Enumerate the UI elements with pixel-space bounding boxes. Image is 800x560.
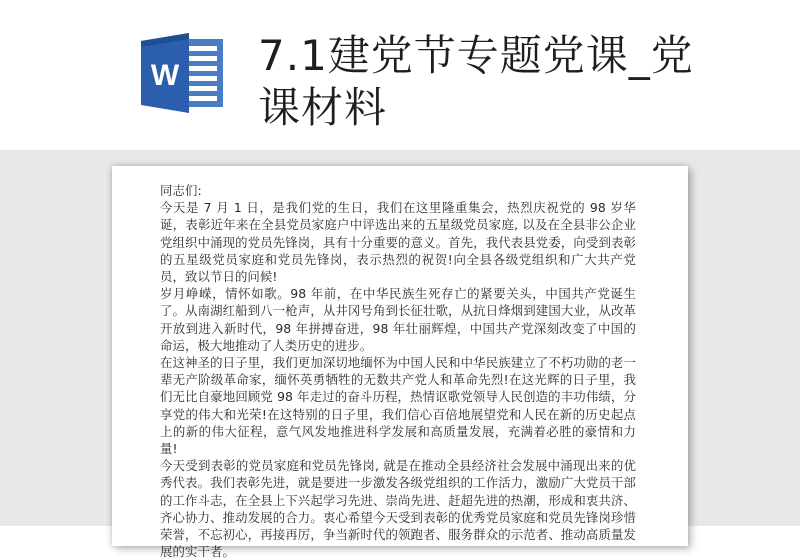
header xyxy=(0,0,800,160)
word-icon-letter: W xyxy=(150,59,180,92)
paragraph-salutation: 同志们: xyxy=(160,183,202,198)
word-document-icon xyxy=(141,33,227,113)
document-body xyxy=(160,182,636,560)
document-title: 7.1建党节专题党课_党课材料 xyxy=(258,31,694,132)
document-page xyxy=(112,166,688,560)
paragraph: 今天受到表彰的党员家庭和党员先锋岗, 就是在推动全县经济社会发展中涌现出来的优秀代表。我们表彰先进，就是要进一步激发各级党组织的工作活力，激励广大党员干部的工作斗志，在全县上下兴起学习先进、崇尚先进、赶超先进的热潮，形成和衷共济、齐心协力、推动发展的合力。衷心希望今天受到表彰的优秀党员家庭和党员先锋岗珍惜荣誉，不忘初心，再接再厉，争当新时代的领跑者、服务群众的示范者、推动高质量发展的实干者。 xyxy=(160,458,636,560)
paragraph: 今天是 7 月 1 日，是我们党的生日，我们在这里隆重集会，热烈庆祝党的 98 岁华诞，表彰近年来在全县党员家庭户中评选出来的五星级党员家庭, 以及在全县非公企业党组织中涌现的党员先锋岗，具有十分重要的意义。首先，我代表县党委，向受到表彰的五星级党员家庭和党员先锋岗，表示热烈的祝贺!向全县各级党组织和广大共产党员，致以节日的问候! xyxy=(160,200,636,285)
paragraph: 岁月峥嵘，情怀如歌。98 年前，在中华民族生死存亡的紧要关头，中国共产党诞生了。从南湖红船到八一枪声，从井冈号角到长征壮歌，从抗日烽烟到建国大业，从改革开放到进入新时代，98 年拼搏奋进，98 年壮丽辉煌，中国共产党深刻改变了中国的命运，极大地推动了人类历史的进步。 xyxy=(160,286,636,353)
paragraph: 在这神圣的日子里，我们更加深切地缅怀为中国人民和中华民族建立了不朽功勋的老一辈无产阶级革命家，缅怀英勇牺牲的无数共产党人和革命先烈!在这光辉的日子里，我们无比自豪地回顾党 98 年走过的奋斗历程，热情讴歌党领导人民创造的丰功伟绩，分享党的伟大和光荣!在这特别的日子里，我们信心百倍地展望党和人民在新的历史起点上的新的伟大征程，意气风发地推进科学发展和高质量发展，充满着必胜的豪情和力量! xyxy=(160,355,636,457)
